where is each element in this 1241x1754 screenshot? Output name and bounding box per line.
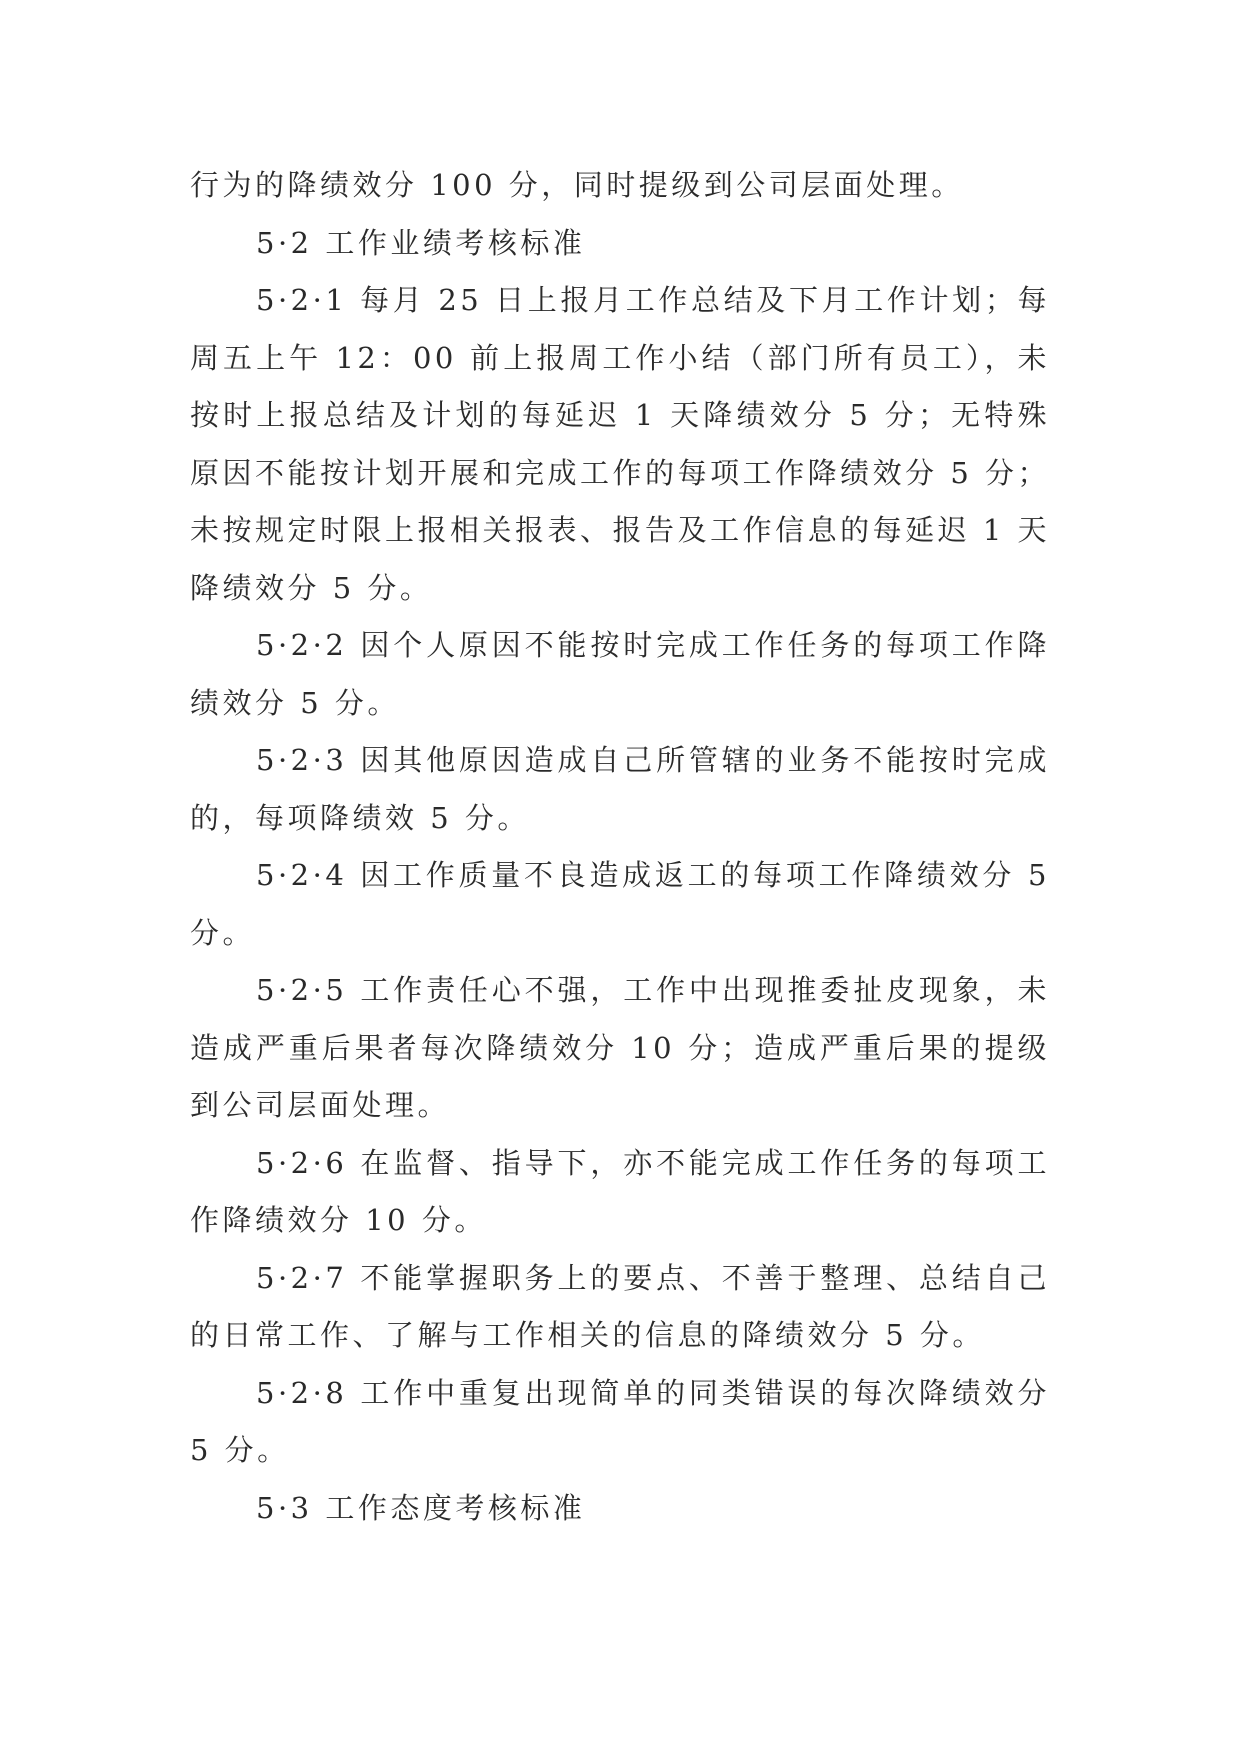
clause-5-2-1: 5·2·1 每月 25 日上报月工作总结及下月工作计划；每周五上午 12：00 前上报周工作小结（部门所有员工），未按时上报总结及计划的每延迟 1 天降绩效分 5 分；无特殊原因不能按计划开展和完成工作的每项工作降绩效分 5 分；未按规定时限上报相关报表、报告及工作信息的每延迟 1 天降绩效分 5 分。 [190, 283, 1050, 605]
document-body [190, 157, 1050, 1537]
clause-5-2-3: 5·2·3 因其他原因造成自己所管辖的业务不能按时完成的，每项降绩效 5 分。 [190, 743, 1050, 835]
clause-5-2-5: 5·2·5 工作责任心不强，工作中出现推委扯皮现象，未造成严重后果者每次降绩效分 10 分；造成严重后果的提级到公司层面处理。 [190, 973, 1050, 1122]
clause-5-2-8: 5·2·8 工作中重复出现简单的同类错误的每次降绩效分 5 分。 [190, 1375, 1050, 1467]
clause-5-2-7: 5·2·7 不能掌握职务上的要点、不善于整理、总结自己的日常工作、了解与工作相关的信息的降绩效分 5 分。 [190, 1260, 1050, 1352]
section-heading-5-3: 5·3 工作态度考核标准 [256, 1490, 586, 1525]
clause-5-2-2: 5·2·2 因个人原因不能按时完成工作任务的每项工作降绩效分 5 分。 [190, 628, 1050, 720]
clause-5-2-4: 5·2·4 因工作质量不良造成返工的每项工作降绩效分 5 分。 [190, 858, 1050, 950]
section-heading-5-2: 5·2 工作业绩考核标准 [256, 225, 586, 260]
paragraph-continuation: 行为的降绩效分 100 分，同时提级到公司层面处理。 [190, 168, 964, 202]
clause-5-2-6: 5·2·6 在监督、指导下，亦不能完成工作任务的每项工作降绩效分 10 分。 [190, 1145, 1050, 1237]
